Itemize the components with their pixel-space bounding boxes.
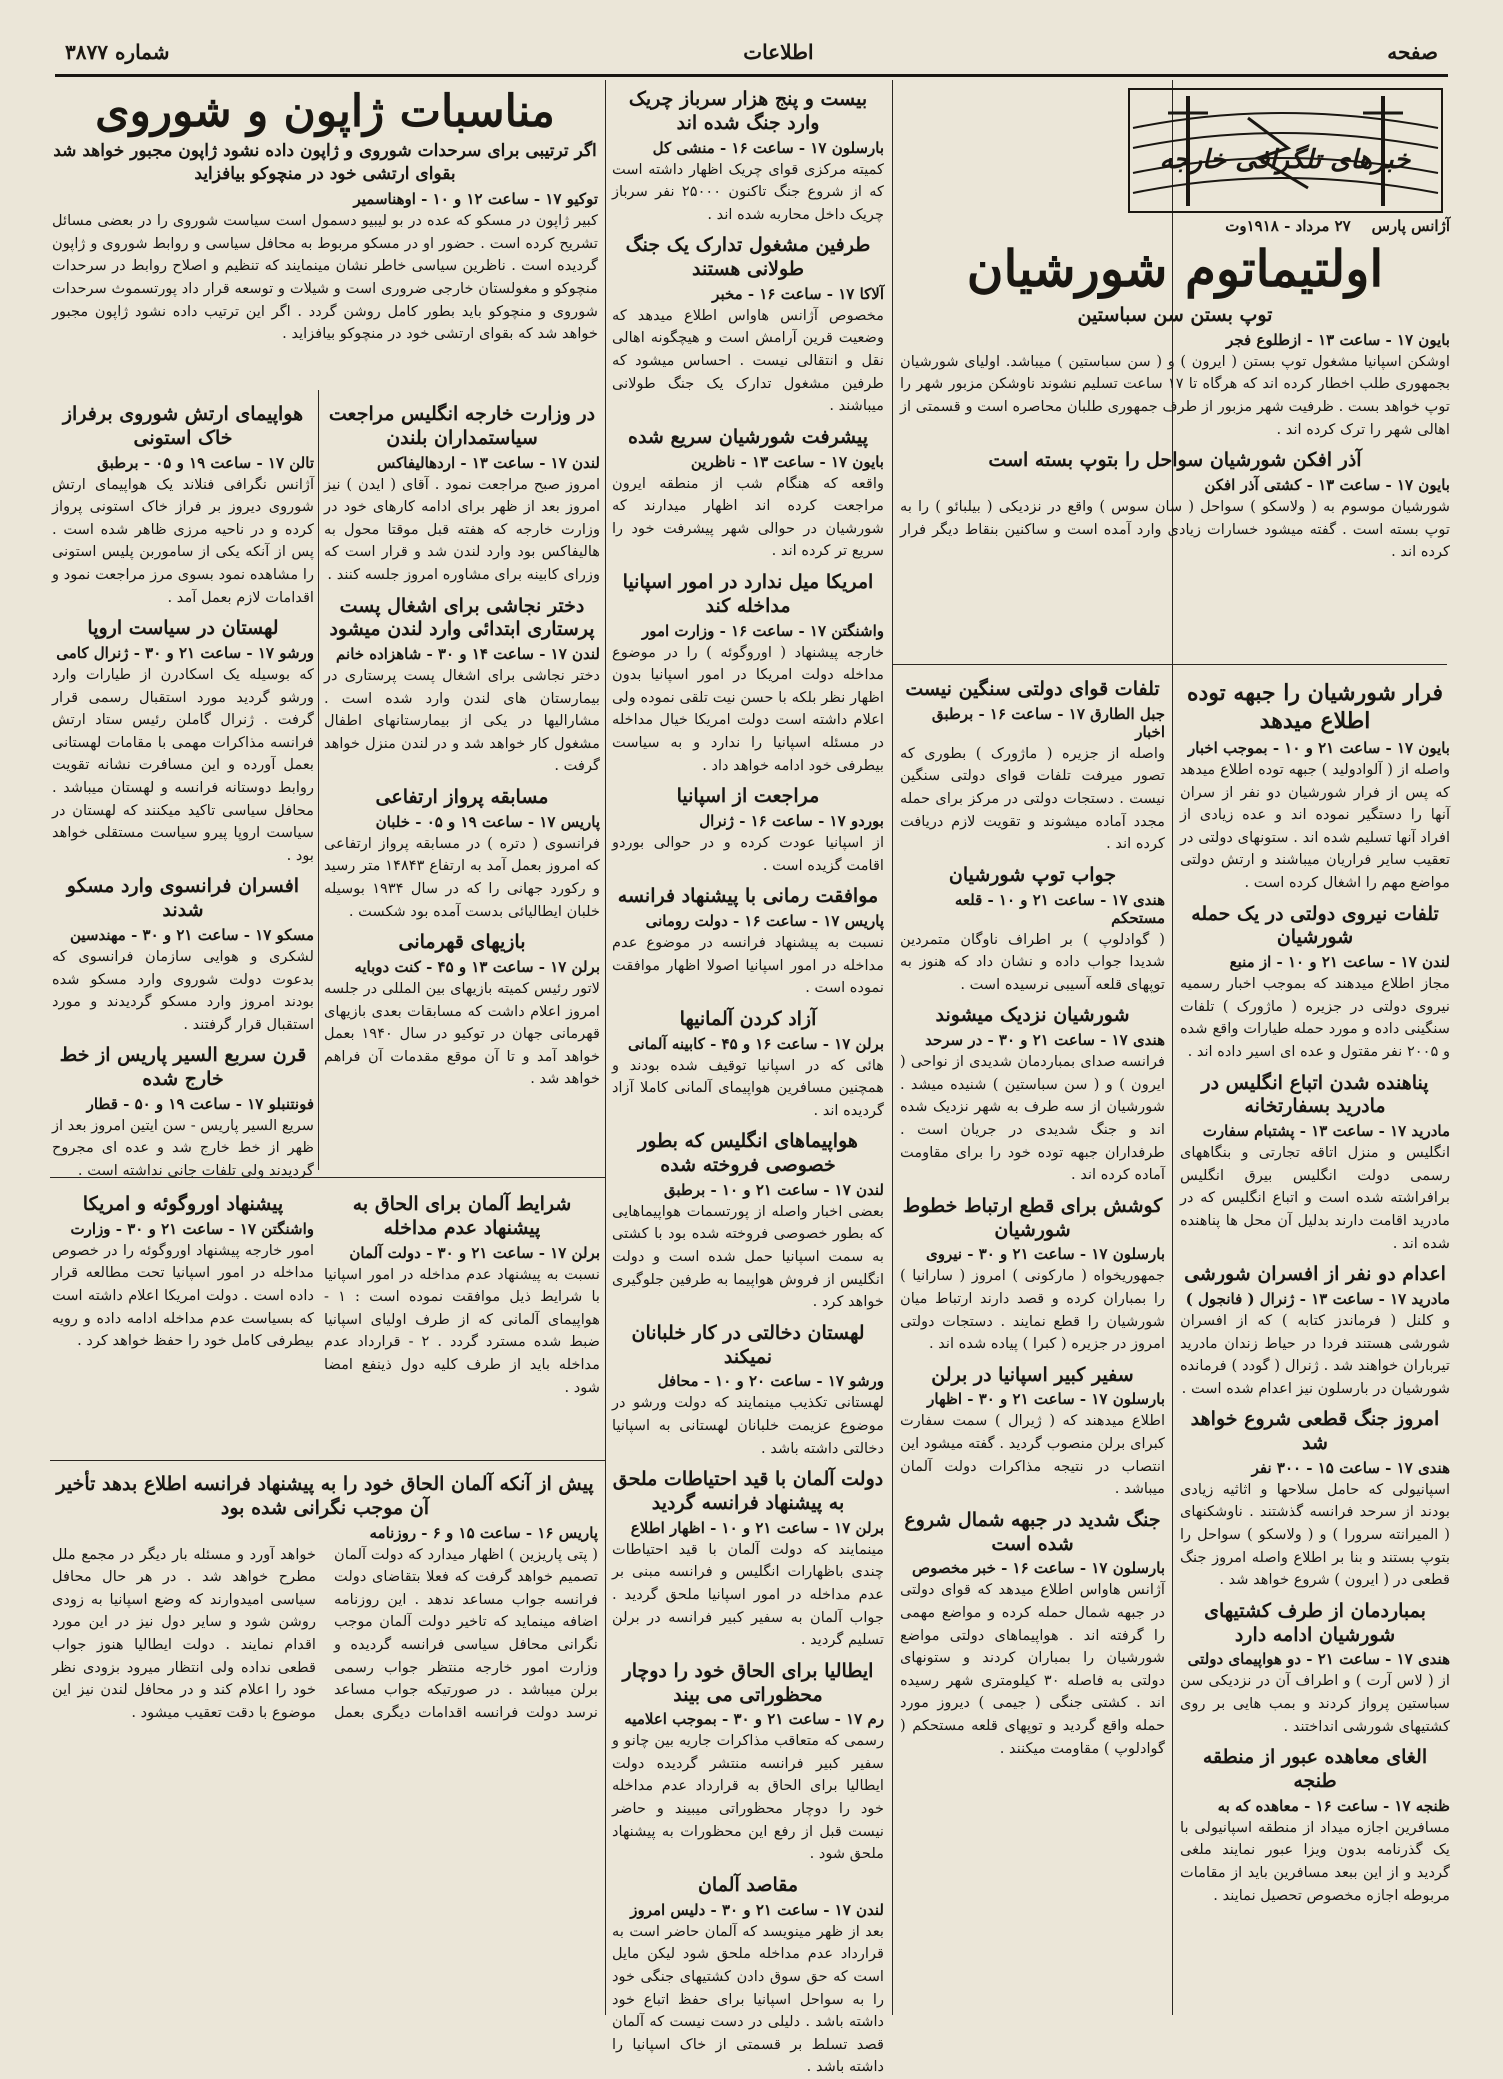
- issue-date: ۲۷ مرداد - ۱۹۱۸وت: [1225, 217, 1351, 235]
- column-right-top: [900, 215, 1450, 655]
- article-title: آذر افکن شورشیان سواحل را بتوپ بسته است: [988, 449, 1362, 472]
- article-body: شورشیان موسوم به ( ولاسکو ) سواحل ( سان سوس ) واقع در نزدیکی ( بیلبائو ) را به توپ بسته است . گفته میشود خسارات زیادی وارد آمده است و ساکنین بنقاط دیگر فرار کرده اند .: [900, 497, 1450, 561]
- article-dateline: برلن ۱۷ - ساعت ۲۱ و ۱۰ - اظهار اطلاع: [630, 1518, 884, 1537]
- article-dateline: بایون ۱۷ - ساعت ۱۳ - ناظرین: [690, 452, 884, 471]
- article-dateline: بایون ۱۷ - ساعت ۱۳ - کشتی آذر افکن: [1204, 475, 1450, 494]
- column-right-inner: [900, 670, 1165, 2010]
- article-dateline: برلن ۱۷ - ساعت ۱۶ و ۴۵ - کابینه آلمانی: [628, 1034, 884, 1053]
- masthead: [55, 30, 1448, 77]
- article-dateline: هندی ۱۷ - ساعت ۲۱ و ۳۰ - در سرحد: [925, 1031, 1165, 1050]
- article-title: هواپیماهای انگلیس که بطور خصوصی فروخته شده: [638, 1130, 858, 1177]
- article-dateline: بوردو ۱۷ - ساعت ۱۶ - ژنرال: [699, 811, 884, 830]
- japan-soviet-headline: مناسبات ژاپون و شوروی: [95, 86, 555, 137]
- article-title: پناهنده شدن اتباع انگلیس در مادرید بسفارتخانه: [1201, 1071, 1429, 1118]
- article-title: فرار شورشیان را جبهه توده اطلاع میدهد: [1186, 680, 1444, 734]
- column-left-top: [52, 82, 598, 382]
- article-body: سریع السیر پاریس - سن ایتین امروز بعد از ظهر از خط خارج شد و عده ای مجروح گردیدند ولی تلفات جانی نداشته است .: [52, 1116, 314, 1180]
- article-dateline: پاریس ۱۷ - ساعت ۱۹ و ۰۵ - خلبان: [375, 812, 600, 831]
- article-body: امروز صبح مراجعت نمود . آقای ( ایدن ) نیز امروز بعد از ظهر برای ادامه کارهای خود در وزارت خارجه که هفته قبل موقتا محول به هالیفاکس بود وارد لندن شد و قرار است که وزرای کابینه برای مشاوره امروز جلسه کنند .: [324, 475, 600, 583]
- article-body: دختر نجاشی برای اشغال پست پرستاری در بیمارستان های لندن وارد شده است . مشارالیها در یکی از بیمارستانهای اطفال مشغول کار خواهد شد و در لندن منزل خواهد گرفت .: [324, 667, 600, 775]
- article-body: بعد از ظهر مینویسد که آلمان حاضر است به قرارداد عدم مداخله ملحق شود لیکن مایل است که حق سوق دادن کشتیهای جنگی خود را به سواحل اسپانیا برای حفظ اتباع خود داشته باشد . دلیلی در دست نیست که آلمان قصد تسلط بر قسمتی از خاک اسپانیا را داشته باشد .: [612, 1922, 884, 2076]
- article-dateline: لندن ۱۷ - ساعت ۱۳ - اردهالیفاکس: [377, 453, 600, 472]
- paper-name: اطلاعات: [743, 40, 814, 64]
- article-body: آژانس هاواس اطلاع میدهد که قوای دولتی در جبهه شمال حمله کرده و مواضع مهمی را گرفته اند . هواپیماهای دولتی مواضع شورشیان را بمباران کردند و ستونهای دولتی به فاصله ۳۰ کیلومتری شهر رسیده اند . کشتی جنگی ( جیمی ) دیروز مورد حمله واقع گردید و توپهای قلعه مستحکم ( گوادلوپ ) مقاومت میکنند .: [900, 1581, 1165, 1757]
- article-body: واصله از ( آلوادولید ) جبهه توده اطلاع میدهد که پس از فرار شورشیان دو نفر از سران آنها را دستگیر نموده اند و عده زیادی از افراد آنها تسلیم شده اند . ستونهای دولتی در تعقیب سایر فراریان میباشند و ارتش دولتی مواضع مهم را اشغال کرده است .: [1180, 761, 1450, 892]
- svg-text:خبرهای تلگرافی خارجه: خبرهای تلگرافی خارجه: [1159, 145, 1411, 175]
- section-rule: [50, 1460, 605, 1461]
- article-body: اطلاع میدهند که ( ژیرال ) سمت سفارت کبرای برلن منصوب گردید . گفته میشود این انتصاب در نتیجه مذاکرات دولت آلمان میباشد .: [900, 1412, 1165, 1498]
- article-body: هائی که در اسپانیا توقیف شده بودند و همچنین مسافرین هواپیمای آلمانی کاملا آزاد گردیده اند .: [612, 1056, 884, 1119]
- article-title: آزاد کردن آلمانیها: [679, 1007, 817, 1030]
- article-body: مخصوص آژانس هاواس اطلاع میدهد که وضعیت قرین آرامش است و هیچگونه اهالی نقل و انتقالی نیست . احساس میشود که طرفین مشغول تدارک یک جنگ طولانی میباشند .: [612, 306, 884, 415]
- article-title: جواب توپ شورشیان: [948, 863, 1117, 886]
- article-title: پیش از آنکه آلمان الحاق خود را به پیشنهاد فرانسه اطلاع بدهد تأخیر آن موجب نگرانی شده بود: [56, 1473, 594, 1519]
- article-title: دولت آلمان با قید احتیاطات ملحق به پیشنهاد فرانسه گردید: [612, 1468, 884, 1514]
- article-body: لشکری و هوایی سازمان فرانسوی که بدعوت دولت شوروی وارد مسکو شده بودند امروز وارد مسکو گردیدند و مورد استقبال قرار گرفتند .: [52, 947, 314, 1033]
- article-body: فرانسوی ( دتره ) در مسابقه پرواز ارتفاعی که امروز بعمل آمد به ارتفاع ۱۴۸۴۳ متر رسید و رکورد جهانی را که در سال ۱۹۳۴ بوسیله خلبان ایطالیائی بدست آمده بود شکست .: [324, 834, 600, 920]
- article-title: امروز جنگ قطعی شروع خواهد شد: [1190, 1408, 1440, 1455]
- issue-number: شماره ۳۸۷۷: [65, 40, 170, 64]
- article-title: پیشرفت شورشیان سریع شده: [628, 425, 868, 448]
- article-body: آژانس نگرافی فنلاند یک هواپیمای ارتش شوروی دیروز بر فراز خاک استونی پرواز کرده و در ناحیه مرزی ظاهر شده است . پس از آنکه یکی از ساموربن پلیس استونی را مشاهده نمود بسوی مرز مراجعت نمود و اقدامات لازم بعمل آمد .: [52, 475, 314, 606]
- article-title: بمباردمان از طرف کشتیهای شورشیان ادامه دارد: [1204, 1599, 1426, 1646]
- article-title: تلفات قوای دولتی سنگین نیست: [905, 678, 1160, 700]
- article-title: در وزارت خارجه انگلیس مراجعت سیاستمداران بلندن: [328, 403, 596, 449]
- article-dateline: مسکو ۱۷ - ساعت ۲۱ و ۳۰ - مهندسین: [69, 925, 314, 944]
- article-dateline: رم ۱۷ - ساعت ۲۱ و ۳۰ - بموجب اعلامیه: [624, 1710, 884, 1729]
- article-dateline: لندن ۱۷ - ساعت ۱۴ و ۳۰ - شاهزاده خانم: [336, 645, 600, 664]
- article-body: امور خارجه پیشنهاد اوروگوئه را در خصوص مداخله در امور اسپانیا تحت مطالعه قرار داده است . دولت امریکا اعلام داشته است که بسیاست عدم مداخله ادامه داده و رویه بیطرفی کامل خود را حفظ خواهد کرد .: [52, 1241, 314, 1350]
- article-body: خارجه پیشنهاد ( اوروگوئه ) را در موضوع مداخله دولت امریکا در امور اسپانیا بدون اظهار نظر بلکه با حسن نیت تلقی نموده ولی اعلام داشته است دولت امریکا خیال مداخله در مسئله اسپانیا را ندارد و به سیاست بیطرفی خود ادامه خواهد داد .: [612, 643, 884, 774]
- article-body: بعضی اخبار واصله از پورتسمات هواپیماهایی که بطور خصوصی فروخته شده بود با کشتی به سمت اسپانیا حمل شده است و دولت انگلیس از فروش هواپیما به طرفین جلوگیری خواهد کرد .: [612, 1202, 884, 1311]
- article-dateline: ورشو ۱۷ - ساعت ۲۰ و ۱۰ - محافل: [657, 1372, 884, 1391]
- article-title: تلفات نیروی دولتی در یک حمله شورشیان: [1191, 902, 1439, 949]
- article-body: مینمایند که دولت آلمان با قید احتیاطات چندی باظهارات انگلیس و فرانسه مبنی بر عدم مداخله در امور اسپانیا ملحق گردید . جواب آلمان به سفیر کبیر فرانسه در برلن تسلیم گردید .: [612, 1540, 884, 1649]
- section-rule: [892, 664, 1447, 665]
- article-body: که بوسیله یک اسکادرن از طیارات وارد ورشو گردید مورد استقبال رسمی قرار گرفت . ژنرال گاملن رئیس ستاد ارتش فرانسه مذاکرات مهمی با مقامات لهستانی بعمل آورده و این مسافرت نشانه تقویت روابط دوستانه فرانسه و لهستان میباشد . محافل سیاسی تاکید میکنند که لهستان در سیاست اروپا پیرو سیاست مستقلی خواهد بود .: [52, 665, 314, 864]
- column-left-b: [324, 395, 600, 1170]
- article-dateline: پاریس ۱۷ - ساعت ۱۶ - دولت رومانی: [645, 911, 884, 930]
- article-title: ایطالیا برای الحاق خود را دوچار محظوراتی می بیند: [622, 1659, 874, 1706]
- article-title: شورشیان نزدیک میشوند: [935, 1004, 1130, 1027]
- article-body: واقعه که هنگام شب از منطقه ایرون مراجعت کرده اند اظهار میدارند که شورشیان در حوالی شهر پیشرفت خود را سریع تر کرده اند .: [612, 474, 884, 560]
- article-dateline: برلن ۱۷ - ساعت ۲۱ و ۳۰ - دولت آلمان: [349, 1243, 600, 1262]
- article-dateline: هندی ۱۷ - ساعت ۲۱ و ۱۰ - قلعه مستحکم: [954, 890, 1165, 927]
- article-title: لهستان در سیاست اروپا: [87, 617, 279, 640]
- article-body: رسمی که متعاقب مذاکرات جاریه بین چانو و سفیر کبیر فرانسه منتشر گردیده دولت ایطالیا برای الحاق به قرارداد عدم مداخله خود را دوچار محظوراتی میبیند و حاضر نیست قبل از رفع این محظورات به پیشنهاد ملحق شود .: [612, 1732, 884, 1863]
- article-dateline: بایون ۱۷ - ساعت ۱۳ - ازطلوع فجر: [1226, 330, 1450, 349]
- article-dateline: جبل الطارق ۱۷ - ساعت ۱۶ - برطبق اخبار: [931, 704, 1165, 741]
- article-body: اسپانیولی که حامل سلاحها و اثاثیه زیادی بودند از سرحد فرانسه گذشتند . ناوشکنهای ( المیرانته سرورا ) و ( ولاسکو ) سواحل را بتوپ بستند و بنا بر اطلاع واصله امروز جنگ قطعی در ( ایرون ) شروع خواهد شد .: [1180, 1480, 1450, 1589]
- article-title: طرفین مشغول تدارک یک جنگ طولانی هستند: [625, 234, 871, 281]
- article-dateline: لندن ۱۷ - ساعت ۲۱ و ۱۰ - از منبع: [1229, 953, 1450, 972]
- article-title: قرن سربع السیر پاریس از خط خارج شده: [59, 1044, 307, 1091]
- article-dateline: واشنگتن ۱۷ - ساعت ۱۶ - وزارت امور: [641, 621, 884, 640]
- article-body: از اسپانیا عودت کرده و در حوالی بوردو اقامت گزیده است .: [612, 833, 884, 874]
- article-title: موافقت رمانی با پیشنهاد فرانسه: [617, 885, 879, 908]
- column-rule: [892, 80, 893, 2015]
- article-dateline: لندن ۱۷ - ساعت ۲۱ و ۳۰ - دلیس امروز: [630, 1900, 884, 1919]
- article-dateline: تالن ۱۷ - ساعت ۱۹ و ۰۵ - برطبق: [97, 453, 314, 472]
- article-body: انگلیس و منزل اتاقه تجارتی و بنگاههای رسمی دولت انگلیس بیرق انگلیس برافراشته شده است و اتباع انگلیس که در مادرید اقامت دارند بدلیل آن محل ها پناهنده شده اند .: [1180, 1144, 1450, 1252]
- article-body: مسافرین اجازه میداد از منطقه اسپانیولی با یک گذرنامه بدون ویزا عبور نمایند ملغی گردید و از این ببعد مسافرین باید از مقامات مربوطه اجازه مخصوص تحصیل نمایند .: [1180, 1818, 1450, 1904]
- article-body: لهستانی تکذیب مینمایند که دولت ورشو در موضوع عزیمت خلبانان لهستانی به اسپانیا دخالتی داشته باشد .: [612, 1394, 884, 1457]
- article-title: سفیر کبیر اسپانیا در برلن: [931, 1363, 1134, 1386]
- page-label: صفحه: [1387, 40, 1438, 64]
- article-body: لاتور رئیس کمیته بازیهای بین المللی در جلسه امروز اعلام داشت که مسابقات بعدی بازیهای قهرمانی جهان در توکیو در سال ۱۹۴۰ بعمل خواهد آمد و تا آن موقع مقدمات آن فراهم خواهد شد .: [324, 980, 600, 1088]
- article-title: مقاصد آلمان: [697, 1873, 799, 1896]
- article-dateline: بایون ۱۷ - ساعت ۲۱ و ۱۰ - بموجب اخبار: [1188, 739, 1450, 757]
- article-title: امریکا میل ندارد در امور اسپانیا مداخله کند: [622, 571, 874, 617]
- column-right-lower: [1180, 670, 1450, 2010]
- article-dateline: برلن ۱۷ - ساعت ۱۳ و ۴۵ - کنت دوبایه: [354, 958, 600, 977]
- article-dateline: بارسلون ۱۷ - ساعت ۲۱ و ۳۰ - اظهار: [927, 1390, 1165, 1409]
- article-title: لهستان دخالتی در کار خلبانان نمیکند: [631, 1321, 865, 1368]
- article-body: و کلنل ( فرماندز کتابه ) که از افسران شورشی هستند فردا در حیاط زندان مادرید تیرباران خواهند شد . ژنرال ( گودد ) فرمانده شورشیان در بارسلون نیز اعدام شده است .: [1180, 1311, 1450, 1397]
- germany-delay-article: [52, 1465, 598, 2010]
- article-title: توپ بستن سن سباستین: [1077, 304, 1273, 326]
- article-body: از ( لاس آرت ) و اطراف آن در نزدیکی سن سباستین پرواز کردند و بمب هایی بر روی کشتیهای شورشی انداختند .: [1180, 1672, 1450, 1735]
- column-left-a: [52, 395, 314, 1180]
- article-dateline: هندی ۱۷ - ساعت ۱۵ - ۳۰۰ نفر: [1251, 1458, 1450, 1477]
- article-title: جنگ شدید در جبهه شمال شروع شده است: [904, 1508, 1161, 1555]
- article-title: مراجعت از اسپانیا: [676, 785, 820, 808]
- article-title: مسابقه پرواز ارتفاعی: [375, 786, 549, 809]
- article-title: افسران فرانسوی وارد مسکو شدند: [66, 875, 300, 922]
- japan-soviet-subheadline: اگر ترتیبی برای سرحدات شوروی و ژاپون داده نشود ژاپون مجبور خواهد شد بقوای ارتشی خود در منچوکو بیافزاید: [53, 141, 597, 185]
- article-dateline: توکیو ۱۷ - ساعت ۱۲ و ۱۰ - اوهناسمیر: [353, 190, 598, 209]
- article-dateline: مادرید ۱۷ - ساعت ۱۳ - ژنرال ( فانجول ): [1185, 1289, 1450, 1308]
- article-dateline: هندی ۱۷ - ساعت ۲۱ - دو هواپیمای دولتی: [1187, 1650, 1450, 1669]
- article-body: نسبت به پیشنهاد عدم مداخله در امور اسپانیا با شرایط ذیل موافقت نموده است : ۱ - هواپیمای آلمانی که از طرف اولیای اسپانیا ضبط شده مسترد گردد . ۲ - قرارداد عدم مداخله باید از طرف کلیه دول ذینفع امضا شود .: [324, 1265, 600, 1396]
- uruguay-proposal-box: [52, 1185, 314, 1455]
- article-dateline: لندن ۱۷ - ساعت ۲۱ و ۱۰ - برطبق: [663, 1180, 884, 1199]
- article-title: پیشنهاد اوروگوئه و امریکا: [82, 1193, 284, 1215]
- article-dateline: واشنگتن ۱۷ - ساعت ۲۱ و ۳۰ - وزارت: [70, 1219, 314, 1238]
- logo-credit: آژانس پارس: [1371, 217, 1450, 235]
- germany-conditions-box: [324, 1185, 600, 1455]
- article-body: ( گوادلوپ ) بر اطراف ناوگان متمردین شدیدا جواب داده و نشان داد که هنوز به توپهای قلعه آسیبی نرسیده است .: [900, 930, 1165, 993]
- article-title: بیست و پنج هزار سرباز چریک وارد جنگ شده اند: [628, 88, 868, 134]
- article-dateline: آلاکا ۱۷ - ساعت ۱۶ - مخبر: [712, 284, 884, 303]
- main-headline: اولتیماتوم شورشیان: [966, 239, 1384, 298]
- article-body: فرانسه صدای بمباردمان شدیدی از نواحی ( ایرون ) و ( سن سباستین ) شنیده میشد . شورشیان از سه طرف به شهر نزدیک شده اند و جنگ شدیدی در جریان است . طرفداران جبهه توده خود را برای مقاومت آماده کرده اند .: [900, 1053, 1165, 1184]
- article-body: کبیر ژاپون در مسکو که عده در بو لیبیو دسمول است سیاست شوروی را در بعضی مسائل تشریح کرده است . حضور او در مسکو مربوط به محافل سیاسی و روابط شوروی و ژاپون گردیده است . ناظرین سیاسی خاطر نشان مینمایند که تنظیم و اصلاح روابط در سرحدات منچوکو و مغولستان خارجی ضروری است و شیلات و توسعه قرار داد پورتسموث سرحدات شوروی و منچوکو باید بطور کامل روشن گردد . اگر این ترتیب داده نشود ژاپون مجبور خواهد شد که بقوای ارتشی خود در منچوکو بیافزاید .: [52, 212, 598, 343]
- article-dateline: مادرید ۱۷ - ساعت ۱۳ - پشتبام سفارت: [1202, 1122, 1450, 1141]
- article-body: واصله از جزیره ( ماژورک ) بطوری که تصور میرفت تلفات قوای دولتی سنگین نیست . دستجات دولتی در مرکز برای حمله مجدد آماده میشوند و تقویت لازم دریافت کرده اند .: [900, 744, 1165, 853]
- article-dateline: ورشو ۱۷ - ساعت ۲۱ و ۳۰ - ژنرال کامی: [56, 643, 314, 662]
- column-rule: [318, 390, 319, 1170]
- article-title: بازیهای قهرمانی: [398, 931, 526, 954]
- article-body: ( پتی پاریزین ) اظهار میدارد که دولت آلمان تصمیم خواهد گرفت که فعلا بتقاضای دولت فرانسه جواب مساعد ندهد . این روزنامه اضافه مینماید که تاخیر دولت آلمان موجب نگرانی محافل سیاسی فرانسه گردیده و وزارت امور خارجه منتظر جواب رسمی برلن میباشد . در صورتیکه جواب مساعد نرسد دولت فرانسه اقدامات دیگری بعمل خواهد آورد و مسئله بار دیگر در مجمع ملل مطرح خواهد شد . در هر حال محافل سیاسی امیدوارند که وضع اسپانیا به زودی روشن شود و سایر دول نیز در این مورد اقدام نمایند . دولت ایطالیا هنوز جواب قطعی نداده ولی انتظار میرود بزودی نظر خود را اعلام کند و در محافل لندن نیز این موضوع با دقت تعقیب میشود .: [52, 1545, 598, 1721]
- article-title: الغای معاهده عبور از منطقه طنجه: [1202, 1746, 1428, 1792]
- article-dateline: پاریس ۱۶ - ساعت ۱۵ و ۶ - روزنامه: [369, 1523, 598, 1542]
- article-body: جمهوریخواه ( مارکونی ) امروز ( سارانیا ) را بمباران کرده و قصد دارند ارتباط میان شورشیان را قطع نمایند . دستجات دولتی امروز در جزیره ( کبرا ) پیاده شده اند .: [900, 1267, 1165, 1353]
- telegraph-logo-icon: [1128, 88, 1443, 213]
- article-dateline: فونتنبلو ۱۷ - ساعت ۱۹ و ۵۰ - قطار: [86, 1094, 314, 1113]
- article-title: شرایط آلمان برای الحاق به پیشنهاد عدم مداخله: [352, 1193, 572, 1239]
- article-body: نسبت به پیشنهاد فرانسه در موضوع عدم مداخله در امور اسپانیا اصولا اظهار موافقت نموده است .: [612, 933, 884, 997]
- foreign-news-logo: [1128, 88, 1443, 213]
- article-title: اعدام دو نفر از افسران شورشی: [1184, 1263, 1446, 1286]
- column-middle: [612, 80, 884, 2076]
- article-body: اوشکن اسپانیا مشغول توپ بستن ( ایرون ) و ( سن سباستین ) میباشد. اولیای شورشیان بجمهوری طلب اخطار کرده اند که هرگاه تا ۱۷ ساعت تسلیم نشوند ناوشکن مزبور شهر را توپ خواهد بست . ظرفیت شهر مزبور از طرف جمهوری طلبان محاصره است و قسمتی از اهالی شهر را ترک کرده اند .: [900, 352, 1451, 438]
- article-title: کوشش برای قطع ارتباط خطوط شورشیان: [902, 1194, 1163, 1241]
- column-rule: [605, 80, 606, 2015]
- article-body: مجاز اطلاع میدهند که بموجب اخبار رسمیه نیروی دولتی در جزیره ( ماژورک ) تلفات سنگینی داده و مورد حمله طیارات واقع شده و ۲۰۰۵ نفر مقتول و عده ای اسیر داده اند .: [1180, 975, 1450, 1060]
- article-dateline: بارسلون ۱۷ - ساعت ۱۶ - منشی کل: [652, 138, 884, 157]
- article-title: هواپیمای ارتش شوروی برفراز خاک استونی: [62, 403, 304, 449]
- article-dateline: بارسلون ۱۷ - ساعت ۲۱ و ۳۰ - نیروی: [926, 1245, 1165, 1264]
- article-title: دختر نجاشی برای اشغال پست پرستاری ابتدائی وارد لندن میشود: [329, 594, 595, 641]
- article-dateline: بارسلون ۱۷ - ساعت ۱۶ - خبر مخصوص: [911, 1559, 1165, 1578]
- article-body: کمیته مرکزی قوای چریک اظهار داشته است که از شروع جنگ تاکنون ۲۵۰۰۰ نفر سرباز چریک داخل محاربه شده اند .: [612, 160, 884, 223]
- article-dateline: ظنجه ۱۷ - ساعت ۱۶ - معاهده که به: [1217, 1796, 1450, 1815]
